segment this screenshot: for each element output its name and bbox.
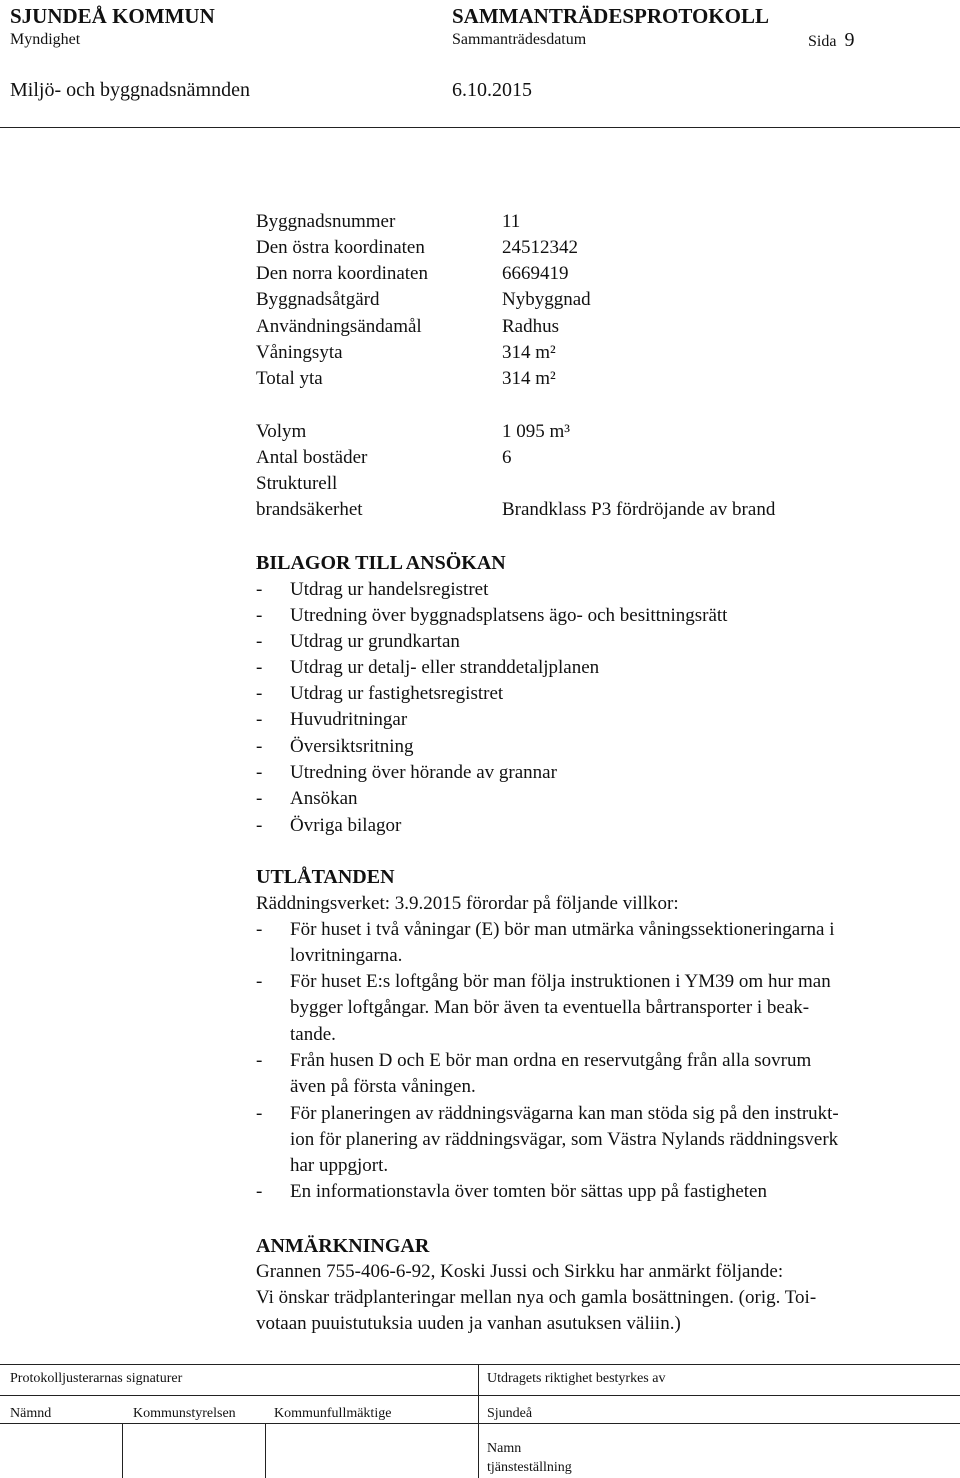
list-item-text: Utredning över hörande av grannar — [290, 762, 557, 783]
page-indicator — [808, 29, 854, 52]
fact-label: Den östra koordinaten — [256, 237, 425, 258]
remarks-heading: ANMÄRKNINGAR — [256, 1235, 430, 1257]
fact-row — [256, 342, 556, 364]
attachments-heading: BILAGOR TILL ANSÖKAN — [256, 552, 506, 574]
fact-row — [256, 447, 512, 469]
position-label: tjänsteställning — [487, 1460, 572, 1475]
protocol-title: SAMMANTRÄDESPROTOKOLL — [452, 4, 769, 28]
fact-row — [256, 263, 569, 285]
fact-row — [256, 237, 578, 259]
list-item-text: har uppgjort. — [290, 1155, 389, 1176]
list-item-text: Översiktsritning — [290, 736, 414, 757]
authority-label: Myndighet — [10, 31, 81, 48]
statements-intro: Räddningsverket: 3.9.2015 förordar på följande villkor: — [256, 893, 679, 914]
fact-label: Den norra koordinaten — [256, 263, 428, 284]
list-item-text: tande. — [290, 1024, 336, 1045]
statements-heading: UTLÅTANDEN — [256, 866, 395, 888]
header-divider — [0, 127, 960, 128]
fact-value: Nybyggnad — [502, 289, 591, 310]
list-item-text: Ansökan — [290, 788, 358, 809]
list-item-text: Utdrag ur fastighetsregistret — [290, 683, 504, 704]
page-label: Sida — [808, 33, 837, 50]
fact-row — [256, 499, 776, 521]
list-item-text: Utredning över byggnadsplatsens ägo- och besittningsrätt — [290, 605, 728, 626]
remarks-line: votaan puuistutuksia uuden ja vanhan asutuksen väliin.) — [256, 1313, 681, 1334]
list-item-text: lovritningarna. — [290, 945, 403, 966]
list-item-text: För huset i två våningar (E) bör man utmärka våningssektioneringarna i — [290, 919, 835, 940]
meeting-date-label: Sammanträdesdatum — [452, 31, 587, 48]
fact-value: Radhus — [502, 316, 559, 337]
list-item-text: En informationstavla över tomten bör sättas upp på fastigheten — [290, 1181, 767, 1202]
fact-label: Volym — [256, 421, 307, 442]
list-item-text: bygger loftgångar. Man bör även ta eventuella bårtransporter i beak- — [290, 997, 810, 1018]
authority-name: Miljö- och byggnadsnämnden — [10, 79, 250, 101]
fact-value: 6669419 — [502, 263, 569, 284]
footer-lower-rule — [0, 1423, 960, 1424]
footer-divider — [122, 1423, 123, 1478]
place-name: Sjundeå — [487, 1406, 533, 1421]
remarks-line: Grannen 755-406-6-92, Koski Jussi och Sirkku har anmärkt följande: — [256, 1261, 784, 1282]
fact-label: Byggnadsnummer — [256, 211, 396, 232]
fact-label: brandsäkerhet — [256, 499, 363, 520]
fact-row — [256, 368, 556, 390]
remarks-line: Vi önskar trädplanteringar mellan nya och gamla bosättningen. (orig. Toi- — [256, 1287, 817, 1308]
fact-value: Brandklass P3 fördröjande av brand — [502, 499, 776, 520]
list-item-text: även på första våningen. — [290, 1076, 476, 1097]
list-item-text: ion för planering av räddningsvägar, som Västra Nylands räddningsverk — [290, 1129, 839, 1150]
footer-divider — [478, 1364, 479, 1478]
list-item-text: Huvudritningar — [290, 709, 408, 730]
list-item-text: För planeringen av räddningsvägarna kan man stöda sig på den instrukt- — [290, 1103, 839, 1124]
fact-label: Våningsyta — [256, 342, 343, 363]
fact-label: Total yta — [256, 368, 323, 389]
list-item-text: För huset E:s loftgång bör man följa instruktionen i YM39 om hur man — [290, 971, 831, 992]
list-item-text: Från husen D och E bör man ordna en reservutgång från alla sovrum — [290, 1050, 812, 1071]
footer-middle-rule — [0, 1395, 960, 1396]
list-item-text: Utdrag ur detalj- eller stranddetaljplanen — [290, 657, 600, 678]
fact-row — [256, 473, 337, 495]
fact-value: 314 m² — [502, 342, 556, 363]
fact-value: 1 095 m³ — [502, 421, 570, 442]
name-label: Namn — [487, 1441, 522, 1456]
fact-value: 11 — [502, 211, 521, 232]
list-item-text: Övriga bilagor — [290, 815, 402, 836]
meeting-date: 6.10.2015 — [452, 79, 532, 101]
fact-row — [256, 421, 570, 443]
list-item-text: Utdrag ur handelsregistret — [290, 579, 489, 600]
fact-value: 6 — [502, 447, 512, 468]
signatures-label: Protokolljusterarnas signaturer — [10, 1371, 183, 1386]
list-item-text: Utdrag ur grundkartan — [290, 631, 460, 652]
fact-label: Användningsändamål — [256, 316, 422, 337]
column-namnd: Nämnd — [10, 1406, 52, 1421]
fact-row — [256, 211, 521, 233]
fact-row — [256, 316, 559, 338]
page-number: 9 — [844, 29, 855, 51]
footer-top-rule — [0, 1364, 960, 1365]
fact-row — [256, 289, 591, 311]
municipality-name: SJUNDEÅ KOMMUN — [10, 4, 215, 28]
column-kommunstyrelsen: Kommunstyrelsen — [133, 1406, 236, 1421]
fact-value: 314 m² — [502, 368, 556, 389]
fact-label: Strukturell — [256, 473, 338, 494]
certified-label: Utdragets riktighet bestyrkes av — [487, 1371, 666, 1386]
fact-value: 24512342 — [502, 237, 578, 258]
fact-label: Antal bostäder — [256, 447, 368, 468]
fact-label: Byggnadsåtgärd — [256, 289, 380, 310]
footer-divider — [265, 1423, 266, 1478]
column-kommunfullmaktige: Kommunfullmäktige — [274, 1406, 392, 1421]
